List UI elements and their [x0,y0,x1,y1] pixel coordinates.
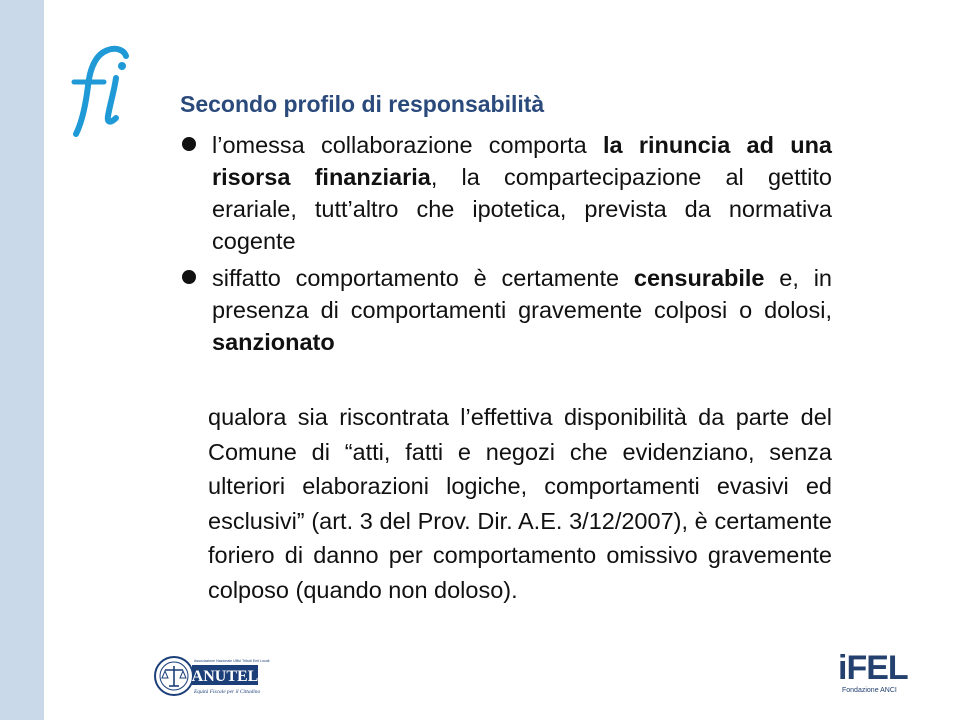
bullet-item-censurabile [180,262,832,358]
body-paragraph: qualora sia riscontrata l’effettiva disponibilità da parte del Comune di “atti, fatti e negozi che evidenziano, senza ulteriori elaborazioni logiche, comportamenti evasivi ed esclusivi” (art. 3 del Prov. Dir. A.E. 3/12/2007), è certamente foriero di danno per comportamento omissivo gravemente colposo (quando non doloso). [208,404,832,603]
bullet-text: siffatto comportamento è certamente [212,265,634,291]
bullet-dot-icon [182,137,196,151]
bullet-text: l’omessa collaborazione comporta [212,132,604,158]
bullet-item-rinuncia [180,129,832,257]
bullet-bold-text: la rinuncia ad una risorsa finanziaria [212,132,832,190]
slide-title: Secondo profilo di responsabilità [180,91,545,117]
anutel-name-text: ANUTEL [191,668,259,685]
bullet-text: , la compartecipazione al gettito erariale, tutt’altro che ipotetica, prevista da normativa cogente [212,164,832,254]
bullet-dot-icon [182,270,196,284]
anutel-top-text: Associazione Nazionale Uffici Tributi Enti Locali [194,659,270,663]
anutel-logo-icon [154,654,270,698]
bullet-text: e, in presenza di comportamenti gravemente colposi o dolosi, [212,265,832,323]
fi-logo-icon [60,42,132,138]
left-sidebar-band [0,0,44,720]
anutel-motto-text: Equità Fiscale per il Cittadino [194,689,261,695]
bullet-bold-text: censurabile [633,265,765,291]
ifel-logo [838,650,908,700]
bullet-list [180,129,832,363]
bullet-bold-text: sanzionato [212,329,335,355]
ifel-logo-text: iFEL [838,649,908,687]
ifel-tagline: Fondazione ANCI [842,687,897,694]
